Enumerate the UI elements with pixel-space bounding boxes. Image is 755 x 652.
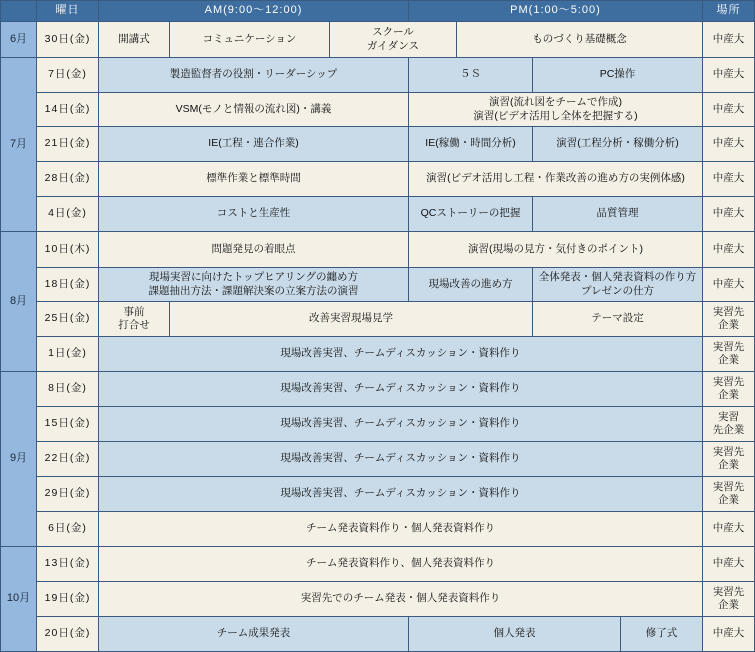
row-day: 25日(金) bbox=[36, 301, 99, 337]
session-cell: 現場改善実習、チームディスカッション・資料作り bbox=[98, 336, 703, 372]
month-label: 10月 bbox=[0, 546, 37, 652]
session-cell: 演習(工程分析・稼働分析) bbox=[532, 126, 703, 162]
session-cell: チーム発表資料作り・個人発表資料作り bbox=[98, 511, 703, 547]
session-cell: 個人発表 bbox=[408, 616, 621, 652]
session-cell: 演習(流れ図をチームで作成) 演習(ビデオ活用し全体を把握する) bbox=[408, 92, 703, 127]
session-cell: 現場実習に向けたトップヒアリングの纏め方 課題抽出方法・課題解決案の立案方法の演習 bbox=[98, 267, 409, 302]
header-month-blank bbox=[0, 0, 37, 22]
row-place: 中産大 bbox=[702, 616, 755, 652]
row-day: 7日(金) bbox=[36, 57, 99, 93]
row-place: 中産大 bbox=[702, 57, 755, 93]
row-day: 28日(金) bbox=[36, 161, 99, 197]
row-place: 実習 先企業 bbox=[702, 406, 755, 442]
session-cell: IE(稼働・時間分析) bbox=[408, 126, 533, 162]
session-cell: VSM(モノと情報の流れ図)・講義 bbox=[98, 92, 409, 127]
session-cell: コミュニケーション bbox=[169, 21, 330, 58]
row-place: 中産大 bbox=[702, 231, 755, 268]
session-cell: 現場改善実習、チームディスカッション・資料作り bbox=[98, 371, 703, 407]
row-place: 中産大 bbox=[702, 511, 755, 547]
row-day: 1日(金) bbox=[36, 336, 99, 372]
session-cell: 品質管理 bbox=[532, 196, 703, 232]
session-cell: 現場改善実習、チームディスカッション・資料作り bbox=[98, 406, 703, 442]
month-label: 9月 bbox=[0, 371, 37, 547]
session-cell: PC操作 bbox=[532, 57, 703, 93]
row-day: 15日(金) bbox=[36, 406, 99, 442]
row-place: 中産大 bbox=[702, 161, 755, 197]
row-place: 中産大 bbox=[702, 21, 755, 58]
session-cell: 修了式 bbox=[620, 616, 703, 652]
session-cell: スクール ガイダンス bbox=[329, 21, 457, 58]
session-cell: チーム成果発表 bbox=[98, 616, 409, 652]
session-cell: QCストーリーの把握 bbox=[408, 196, 533, 232]
month-label: 6月 bbox=[0, 21, 37, 58]
session-cell: テーマ設定 bbox=[532, 301, 703, 337]
session-cell: IE(工程・連合作業) bbox=[98, 126, 409, 162]
month-label: 8月 bbox=[0, 231, 37, 372]
row-place: 中産大 bbox=[702, 267, 755, 302]
row-day: 22日(金) bbox=[36, 441, 99, 477]
row-place: 中産大 bbox=[702, 92, 755, 127]
session-cell: チーム発表資料作り、個人発表資料作り bbox=[98, 546, 703, 582]
row-place: 実習先 企業 bbox=[702, 336, 755, 372]
session-cell: 事前 打合せ bbox=[98, 301, 170, 337]
month-label: 7月 bbox=[0, 57, 37, 232]
header-am: AM(9:00～12:00) bbox=[98, 0, 409, 22]
session-cell: 改善実習現場見学 bbox=[169, 301, 533, 337]
row-place: 実習先 企業 bbox=[702, 581, 755, 617]
row-day: 4日(金) bbox=[36, 196, 99, 232]
session-cell: 現場改善実習、チームディスカッション・資料作り bbox=[98, 476, 703, 512]
session-cell: 標準作業と標準時間 bbox=[98, 161, 409, 197]
row-day: 29日(金) bbox=[36, 476, 99, 512]
session-cell: 問題発見の着眼点 bbox=[98, 231, 409, 268]
session-cell: 製造監督者の役割・リーダーシップ bbox=[98, 57, 409, 93]
row-day: 8日(金) bbox=[36, 371, 99, 407]
session-cell: 実習先でのチーム発表・個人発表資料作り bbox=[98, 581, 703, 617]
row-place: 中産大 bbox=[702, 546, 755, 582]
session-cell: 開講式 bbox=[98, 21, 170, 58]
session-cell: 全体発表・個人発表資料の作り方 プレゼンの仕方 bbox=[532, 267, 703, 302]
row-day: 6日(金) bbox=[36, 511, 99, 547]
row-day: 20日(金) bbox=[36, 616, 99, 652]
row-day: 14日(金) bbox=[36, 92, 99, 127]
session-cell: ５Ｓ bbox=[408, 57, 533, 93]
header-day: 曜日 bbox=[36, 0, 99, 22]
row-day: 13日(金) bbox=[36, 546, 99, 582]
session-cell: 現場改善の進め方 bbox=[408, 267, 533, 302]
row-place: 実習先 企業 bbox=[702, 301, 755, 337]
session-cell: 現場改善実習、チームディスカッション・資料作り bbox=[98, 441, 703, 477]
row-day: 18日(金) bbox=[36, 267, 99, 302]
row-day: 19日(金) bbox=[36, 581, 99, 617]
session-cell: コストと生産性 bbox=[98, 196, 409, 232]
row-day: 30日(金) bbox=[36, 21, 99, 58]
session-cell: 演習(ビデオ活用し工程・作業改善の進め方の実例体感) bbox=[408, 161, 703, 197]
row-place: 実習先 企業 bbox=[702, 441, 755, 477]
row-place: 中産大 bbox=[702, 196, 755, 232]
header-pm: PM(1:00～5:00) bbox=[408, 0, 703, 22]
row-place: 実習先 企業 bbox=[702, 371, 755, 407]
session-cell: ものづくり基礎概念 bbox=[456, 21, 703, 58]
row-day: 21日(金) bbox=[36, 126, 99, 162]
header-place: 場所 bbox=[702, 0, 755, 22]
row-day: 10日(木) bbox=[36, 231, 99, 268]
session-cell: 演習(現場の見方・気付きのポイント) bbox=[408, 231, 703, 268]
row-place: 実習先 企業 bbox=[702, 476, 755, 512]
row-place: 中産大 bbox=[702, 126, 755, 162]
